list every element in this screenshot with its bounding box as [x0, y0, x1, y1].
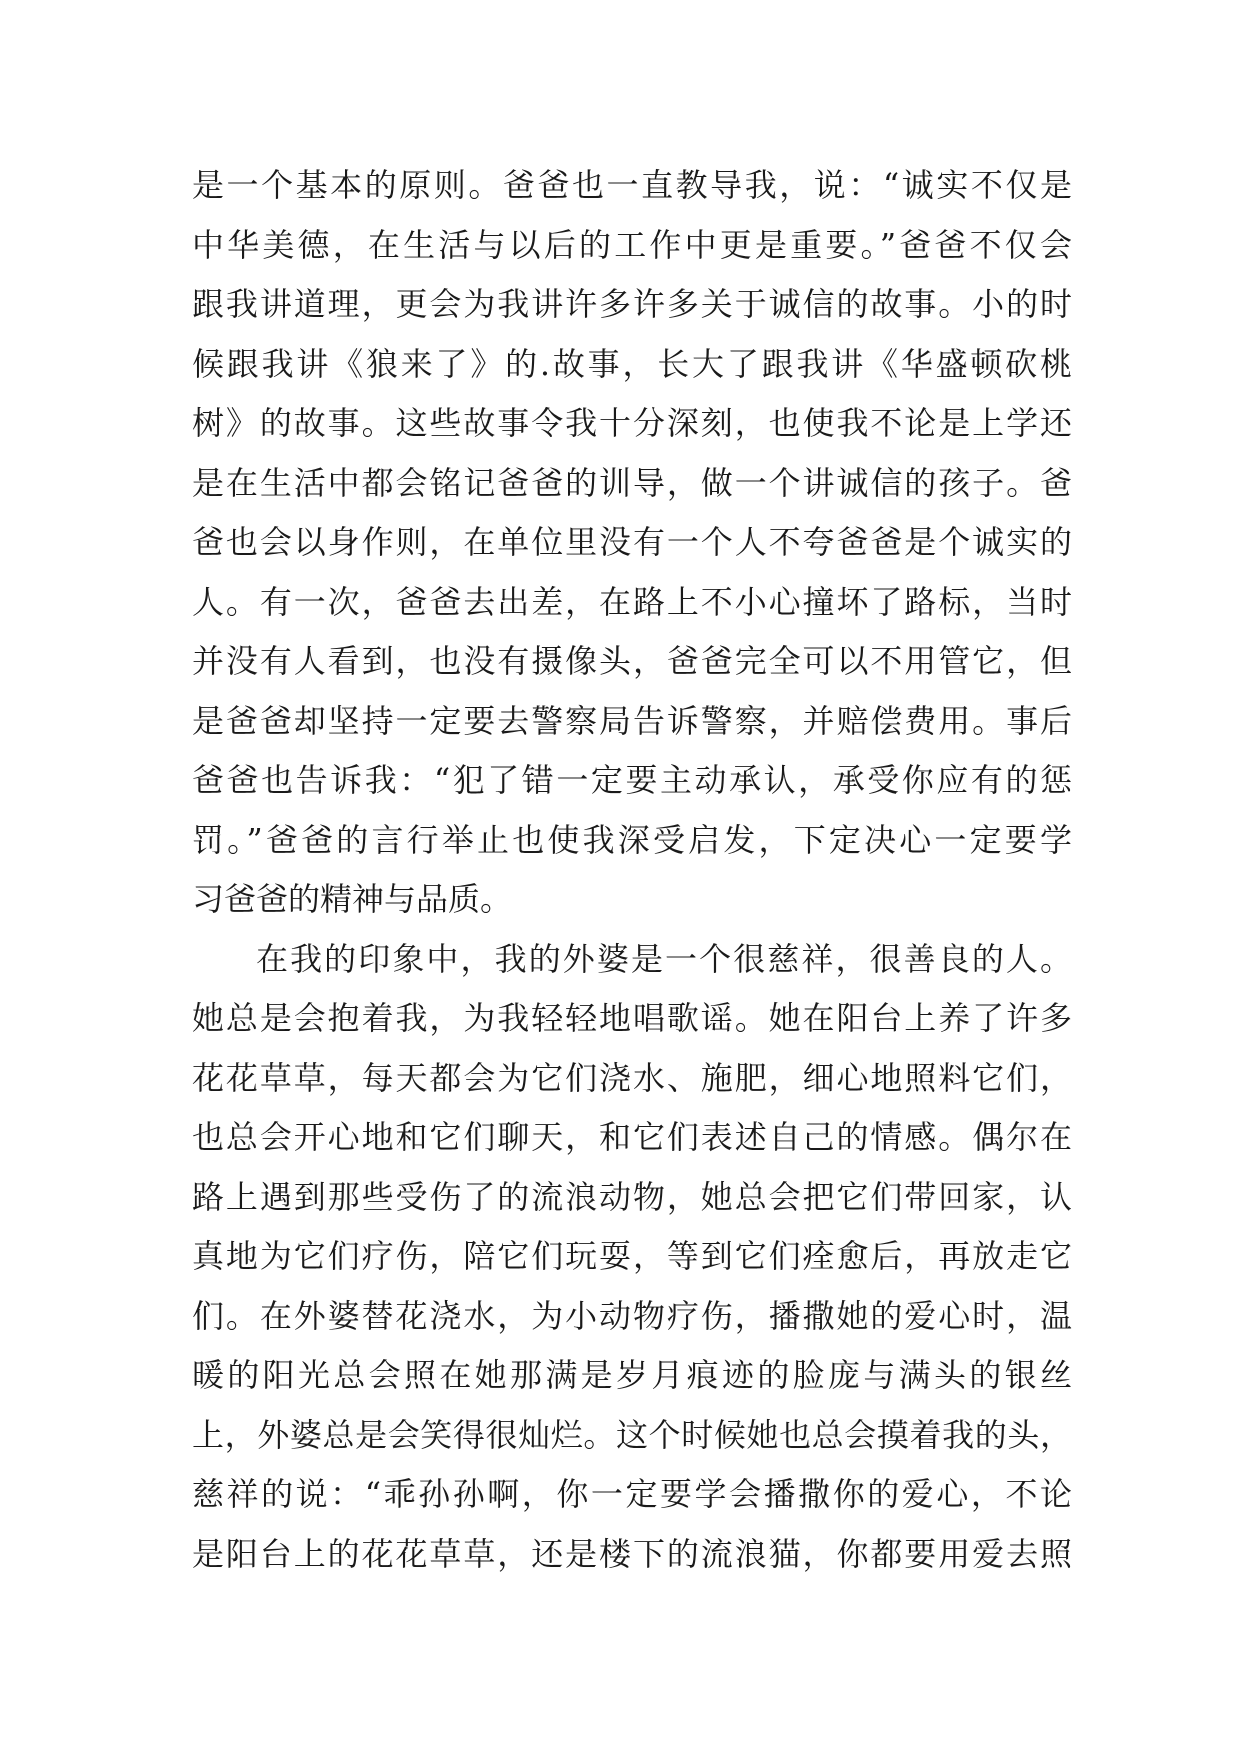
text-line: 花花草草，每天都会为它们浇水、施肥，细心地照料它们， — [192, 1058, 1072, 1097]
text-line: 并没有人看到，也没有摄像头，爸爸完全可以不用管它，但 — [192, 642, 1072, 680]
text-line: 爸爸也告诉我：“犯了错一定要主动承认，承受你应有的惩 — [192, 761, 1072, 799]
text-line: 是在生活中都会铭记爸爸的训导，做一个讲诚信的孩子。爸 — [192, 463, 1072, 502]
text-line: 真地为它们疗伤，陪它们玩耍，等到它们痊愈后，再放走它 — [192, 1237, 1072, 1275]
text-line: 们。在外婆替花浇水，为小动物疗伤，播撒她的爱心时，温 — [192, 1296, 1072, 1335]
text-line: 慈祥的说：“乖孙孙啊，你一定要学会播撒你的爱心，不论 — [192, 1475, 1072, 1513]
body-text — [192, 156, 1072, 1584]
text-line: 是阳台上的花花草草，还是楼下的流浪猫，你都要用爱去照 — [192, 1534, 1072, 1573]
text-line: 路上遇到那些受伤了的流浪动物，她总会把它们带回家，认 — [192, 1177, 1072, 1216]
text-line: 在我的印象中，我的外婆是一个很慈祥，很善良的人。 — [256, 939, 1072, 978]
text-line: 爸也会以身作则，在单位里没有一个人不夸爸爸是个诚实的 — [192, 523, 1072, 561]
paragraph-grandmother — [192, 930, 1072, 1585]
text-line: 她总是会抱着我，为我轻轻地唱歌谣。她在阳台上养了许多 — [192, 999, 1072, 1037]
text-line: 中华美德，在生活与以后的工作中更是重要。”爸爸不仅会 — [192, 225, 1072, 264]
text-line: 人。有一次，爸爸去出差，在路上不小心撞坏了路标，当时 — [192, 582, 1072, 621]
text-line: 是一个基本的原则。爸爸也一直教导我，说：“诚实不仅是 — [192, 166, 1072, 204]
text-line: 暖的阳光总会照在她那满是岁月痕迹的脸庞与满头的银丝 — [192, 1356, 1072, 1394]
text-line: 罚。”爸爸的言行举止也使我深受启发，下定决心一定要学 — [192, 820, 1072, 859]
text-line: 是爸爸却坚持一定要去警察局告诉警察，并赔偿费用。事后 — [192, 701, 1072, 740]
text-line: 习爸爸的精神与品质。 — [192, 880, 513, 918]
text-line: 树》的故事。这些故事令我十分深刻，也使我不论是上学还 — [192, 404, 1072, 442]
paragraph-father — [192, 156, 1072, 930]
text-line: 候跟我讲《狼来了》的.故事，长大了跟我讲《华盛顿砍桃 — [192, 344, 1072, 383]
text-line: 上，外婆总是会笑得很灿烂。这个时候她也总会摸着我的头， — [192, 1415, 1072, 1454]
text-line: 也总会开心地和它们聊天，和它们表述自己的情感。偶尔在 — [192, 1118, 1072, 1156]
text-line: 跟我讲道理，更会为我讲许多许多关于诚信的故事。小的时 — [192, 285, 1072, 323]
